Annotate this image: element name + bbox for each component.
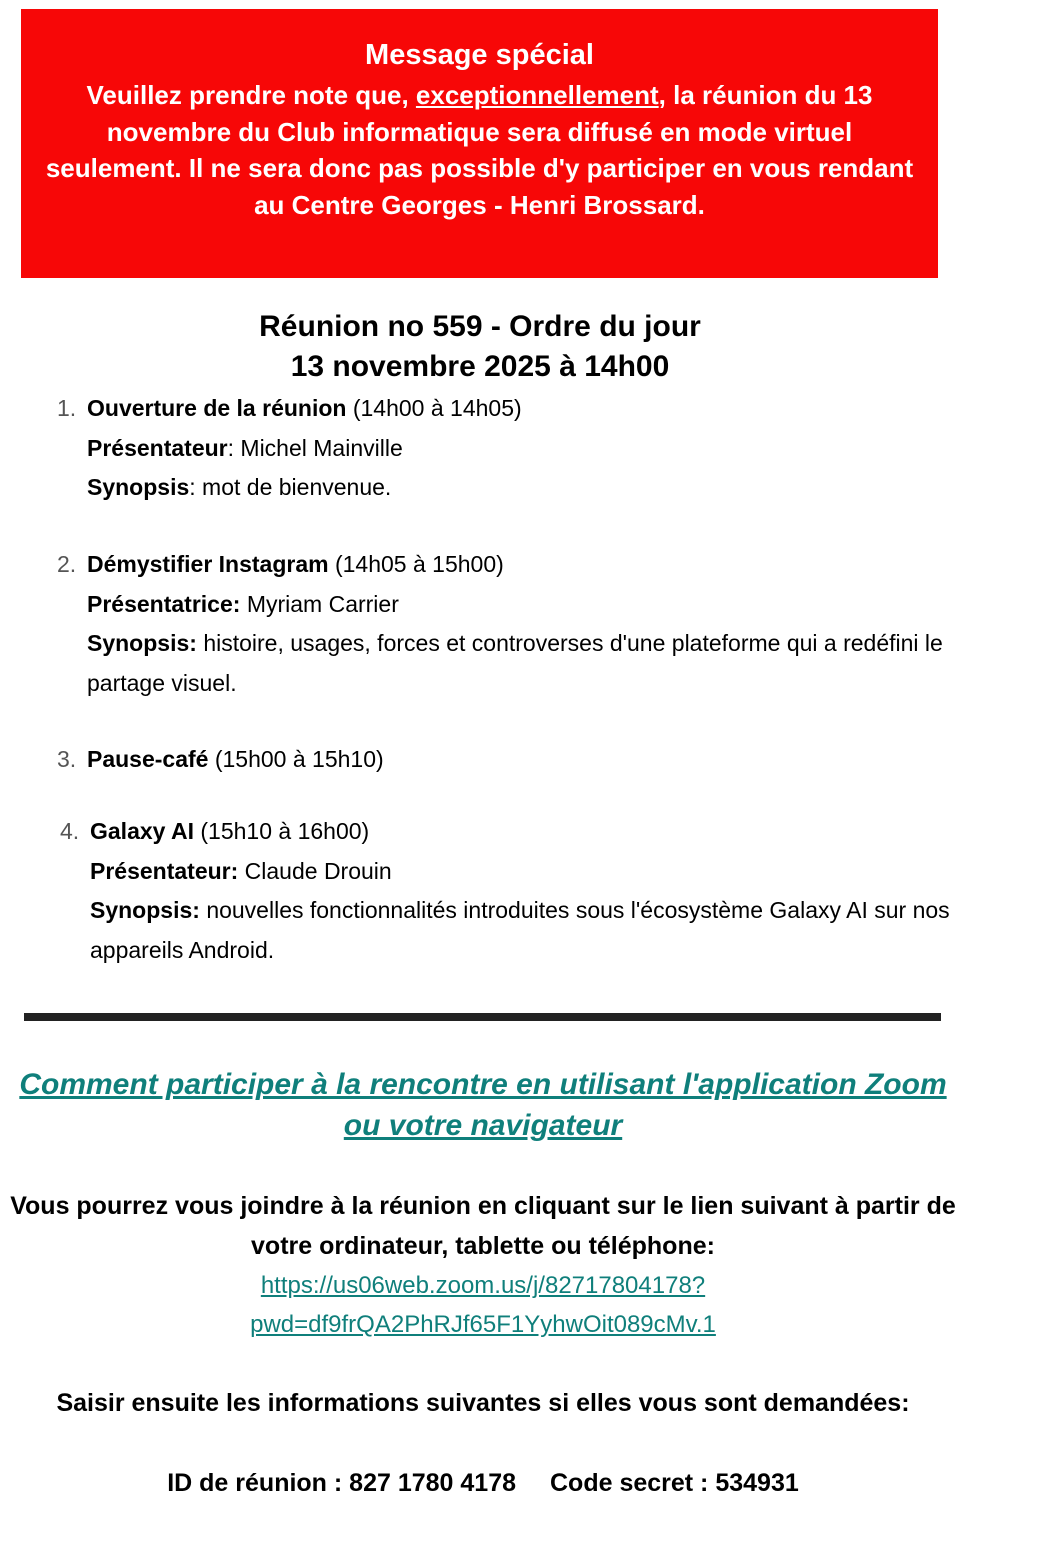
item-number: 2. xyxy=(57,551,77,577)
item-number: 3. xyxy=(57,746,77,772)
section-divider xyxy=(24,1013,941,1021)
agenda-item-4 xyxy=(60,812,950,970)
item-time: (14h05 à 15h00) xyxy=(328,551,504,577)
item-time: (15h10 à 16h00) xyxy=(193,818,370,844)
agenda-item-1: 1. Ouverture de la réunion (14h00 à 14h05) Présentateur: Michel Mainville Synopsis: mot de bienvenue. xyxy=(57,389,947,508)
banner-body xyxy=(40,77,920,223)
banner-emphasis: exceptionnellement xyxy=(415,80,659,110)
agenda-item-3 xyxy=(57,740,947,780)
synopsis-label: Synopsis xyxy=(87,474,190,500)
presenter-name: Michel Mainville xyxy=(240,434,403,461)
agenda-item-2 xyxy=(57,545,947,703)
zoom-meeting-link[interactable] xyxy=(0,1266,966,1344)
join-instructions: Vous pourrez vous joindre à la réunion en cliquant sur le lien suivant à partir de votre ordinateur, tablette ou téléphone: xyxy=(10,1192,956,1260)
zoom-link-line2[interactable]: pwd=df9frQA2PhRJf65F1YyhwOit089cMv.1 xyxy=(250,1311,716,1338)
agenda-title: Réunion no 559 - Ordre du jour xyxy=(259,310,701,343)
synopsis-text: nouvelles fonctionnalités introduites sous l'écosystème Galaxy AI sur nos appareils Android. xyxy=(90,897,950,963)
info-instructions: Saisir ensuite les informations suivantes si elles vous sont demandées: xyxy=(56,1389,910,1417)
synopsis-label: Synopsis: xyxy=(90,897,200,923)
synopsis-label: Synopsis: xyxy=(87,630,197,656)
item-time: (15h00 à 15h10) xyxy=(208,746,384,772)
presenter-name: Myriam Carrier xyxy=(246,590,399,617)
banner-text-part2: , la réunion du 13 novembre du Club informatique sera diffusé en mode virtuel seulement. Il ne sera donc pas possible d'y participer en vous rendant au Centre Georges - Henri Brossard. xyxy=(45,80,914,220)
meeting-credentials xyxy=(0,1463,966,1503)
item-title: Galaxy AI xyxy=(90,818,194,844)
meeting-passcode: Code secret : 534931 xyxy=(550,1469,799,1497)
zoom-link-line1[interactable]: https://us06web.zoom.us/j/82717804178? xyxy=(260,1272,706,1299)
presenter-label: Présentateur xyxy=(87,434,228,461)
synopsis-text: histoire, usages, forces et controverses d'une plateforme qui a redéfini le partage visuel. xyxy=(87,630,943,696)
item-number: 1. xyxy=(57,395,77,421)
item-title: Ouverture de la réunion xyxy=(87,395,347,421)
item-title: Démystifier Instagram xyxy=(87,551,329,577)
banner-text-part1: Veuillez prendre note que, xyxy=(86,80,416,110)
agenda-date: 13 novembre 2025 à 14h00 xyxy=(290,350,670,383)
presenter-name: Claude Drouin xyxy=(244,857,392,884)
item-title: Pause-café xyxy=(87,746,209,772)
special-message-banner xyxy=(21,9,938,278)
synopsis-text: mot de bienvenue. xyxy=(202,474,392,500)
presenter-label: Présentateur: xyxy=(90,857,239,884)
zoom-instructions-link[interactable]: Comment participer à la rencontre en utilisant l'application Zoom ou votre navigateur xyxy=(19,1068,947,1142)
item-number: 4. xyxy=(60,818,80,844)
presenter-label: Présentatrice: xyxy=(87,590,241,617)
banner-title: Message spécial xyxy=(365,39,594,71)
item-time: (14h00 à 14h05) xyxy=(346,395,522,421)
meeting-id: ID de réunion : 827 1780 4178 xyxy=(167,1469,516,1497)
